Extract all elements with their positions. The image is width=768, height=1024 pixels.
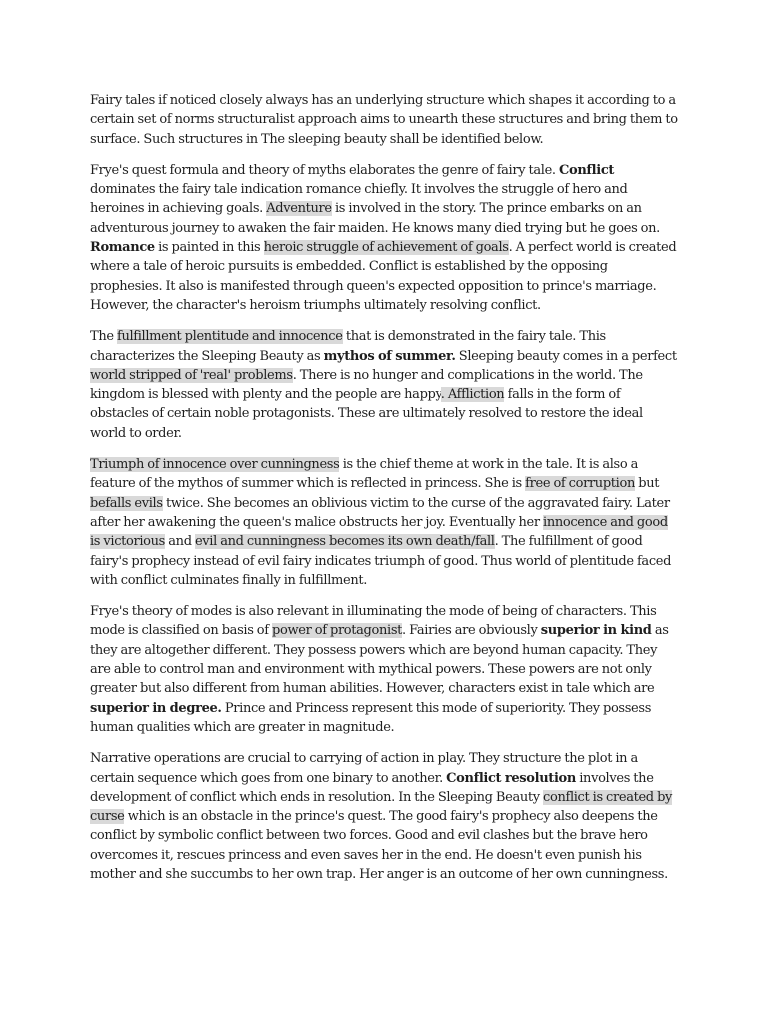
highlighted-phrase: power of protagonist bbox=[272, 623, 403, 639]
text-segment: but bbox=[634, 476, 660, 492]
text-segment: Prince and Princess represent this mode of superiority. They possess human qualities which are greater in magnitude. bbox=[90, 700, 652, 735]
bold-term: superior in degree. bbox=[90, 700, 222, 716]
highlighted-phrase: conflict is created by curse bbox=[90, 789, 673, 825]
highlighted-phrase: heroic struggle of achievement of goals bbox=[263, 240, 509, 256]
highlighted-phrase: Adventure bbox=[266, 201, 332, 217]
paragraph-narrative-operations bbox=[90, 749, 680, 884]
document-body bbox=[90, 91, 680, 896]
highlighted-phrase: fulfillment plentitude and innocence bbox=[116, 329, 343, 345]
text-segment: falls in the form of obstacles of certain noble protagonists. These are ultimately resolved to restore the ideal world to order. bbox=[90, 387, 643, 441]
paragraph-theory-of-modes bbox=[90, 602, 680, 737]
highlighted-phrase: . Affliction bbox=[440, 387, 505, 403]
text-segment: Narrative operations are crucial to carrying of action in play. They structure the plot in a certain sequence which goes from one binary to another. bbox=[90, 751, 638, 786]
text-segment: and bbox=[165, 534, 195, 550]
bold-term: mythos of summer. bbox=[323, 348, 456, 364]
bold-term: Romance bbox=[90, 240, 155, 256]
highlighted-phrase: evil and cunningness becomes its own death/fall bbox=[194, 534, 495, 550]
text-segment: as they are altogether different. They possess powers which are beyond human capacity. They are able to control man and environment with mythical powers. These powers are not only greater but also different from human abilities. However, characters exist in tale which are bbox=[90, 623, 669, 697]
paragraph-mythos-of-summer bbox=[90, 327, 680, 443]
text-segment: is involved in the story. The prince embarks on an adventurous journey to awaken the fair maiden. He knows many died trying but he goes on. bbox=[90, 201, 660, 236]
highlighted-phrase: free of corruption bbox=[525, 476, 635, 492]
text-segment: Frye's quest formula and theory of myths elaborates the genre of fairy tale. bbox=[90, 162, 559, 178]
text-segment: twice. She becomes an oblivious victim to the curse of the aggravated fairy. Later after her awakening the queen's malice obstructs her joy. Eventually her bbox=[90, 495, 670, 530]
text-segment: that is demonstrated in the fairy tale. This characterizes the Sleeping Beauty as bbox=[90, 329, 606, 364]
text-segment: is the chief theme at work in the tale. It is also a feature of the mythos of summer which is reflected in princess. She is bbox=[90, 457, 639, 492]
bold-term: Conflict resolution bbox=[446, 770, 576, 786]
highlighted-phrase: world stripped of 'real' problems bbox=[90, 367, 293, 383]
highlighted-phrase: Triumph of innocence over cunningness bbox=[90, 457, 340, 473]
text-segment: involves the development of conflict which ends in resolution. In the Sleeping Beauty bbox=[90, 770, 654, 805]
text-segment: . The fulfillment of good fairy's prophecy instead of evil fairy indicates triumph of good. Thus world of plentitude faced with conflict culminates finally in fulfillment. bbox=[90, 534, 672, 588]
text-segment: . Fairies are obviously bbox=[402, 623, 541, 639]
paragraph-intro bbox=[90, 91, 680, 149]
text-segment: which is an obstacle in the prince's quest. The good fairy's prophecy also deepens the conflict by symbolic conflict between two forces. Good and evil clashes but the brave hero overcomes it, rescues princess and even saves her in the end. He doesn't even punish his mother and she succumbs to her own trap. Her anger is an outcome of her own cunningness. bbox=[90, 809, 668, 882]
text-segment: The bbox=[90, 329, 117, 345]
paragraph-quest-formula bbox=[90, 161, 680, 315]
text-segment: . There is no hunger and complications in the world. The kingdom is blessed with plenty and the people are happy bbox=[90, 367, 643, 403]
bold-term: Conflict bbox=[559, 162, 615, 178]
text-segment: . A perfect world is created where a tale of heroic pursuits is embedded. Conflict is established by the opposing prophesies. It also is manifested through queen's expected opposition to prince's marriage. However, the character's heroism triumphs ultimately resolving conflict. bbox=[90, 240, 677, 313]
text-segment: Sleeping beauty comes in a perfect bbox=[455, 348, 677, 364]
paragraph-triumph-of-innocence bbox=[90, 455, 680, 590]
text-segment: Fairy tales if noticed closely always has an underlying structure which shapes it according to a certain set of norms structuralist approach aims to unearth these structures and bring them to surface. Such structures in The sleeping beauty shall be identified below. bbox=[90, 93, 678, 147]
highlighted-phrase: innocence and good is victorious bbox=[90, 514, 668, 550]
text-segment: is painted in this bbox=[154, 240, 264, 256]
text-segment: Frye's theory of modes is also relevant in illuminating the mode of being of characters. This mode is classified on basis of bbox=[90, 604, 657, 639]
highlighted-phrase: befalls evils bbox=[90, 495, 163, 511]
text-segment: dominates the fairy tale indication romance chiefly. It involves the struggle of hero and heroines in achieving goals. bbox=[90, 182, 628, 217]
bold-term: superior in kind bbox=[540, 623, 652, 639]
